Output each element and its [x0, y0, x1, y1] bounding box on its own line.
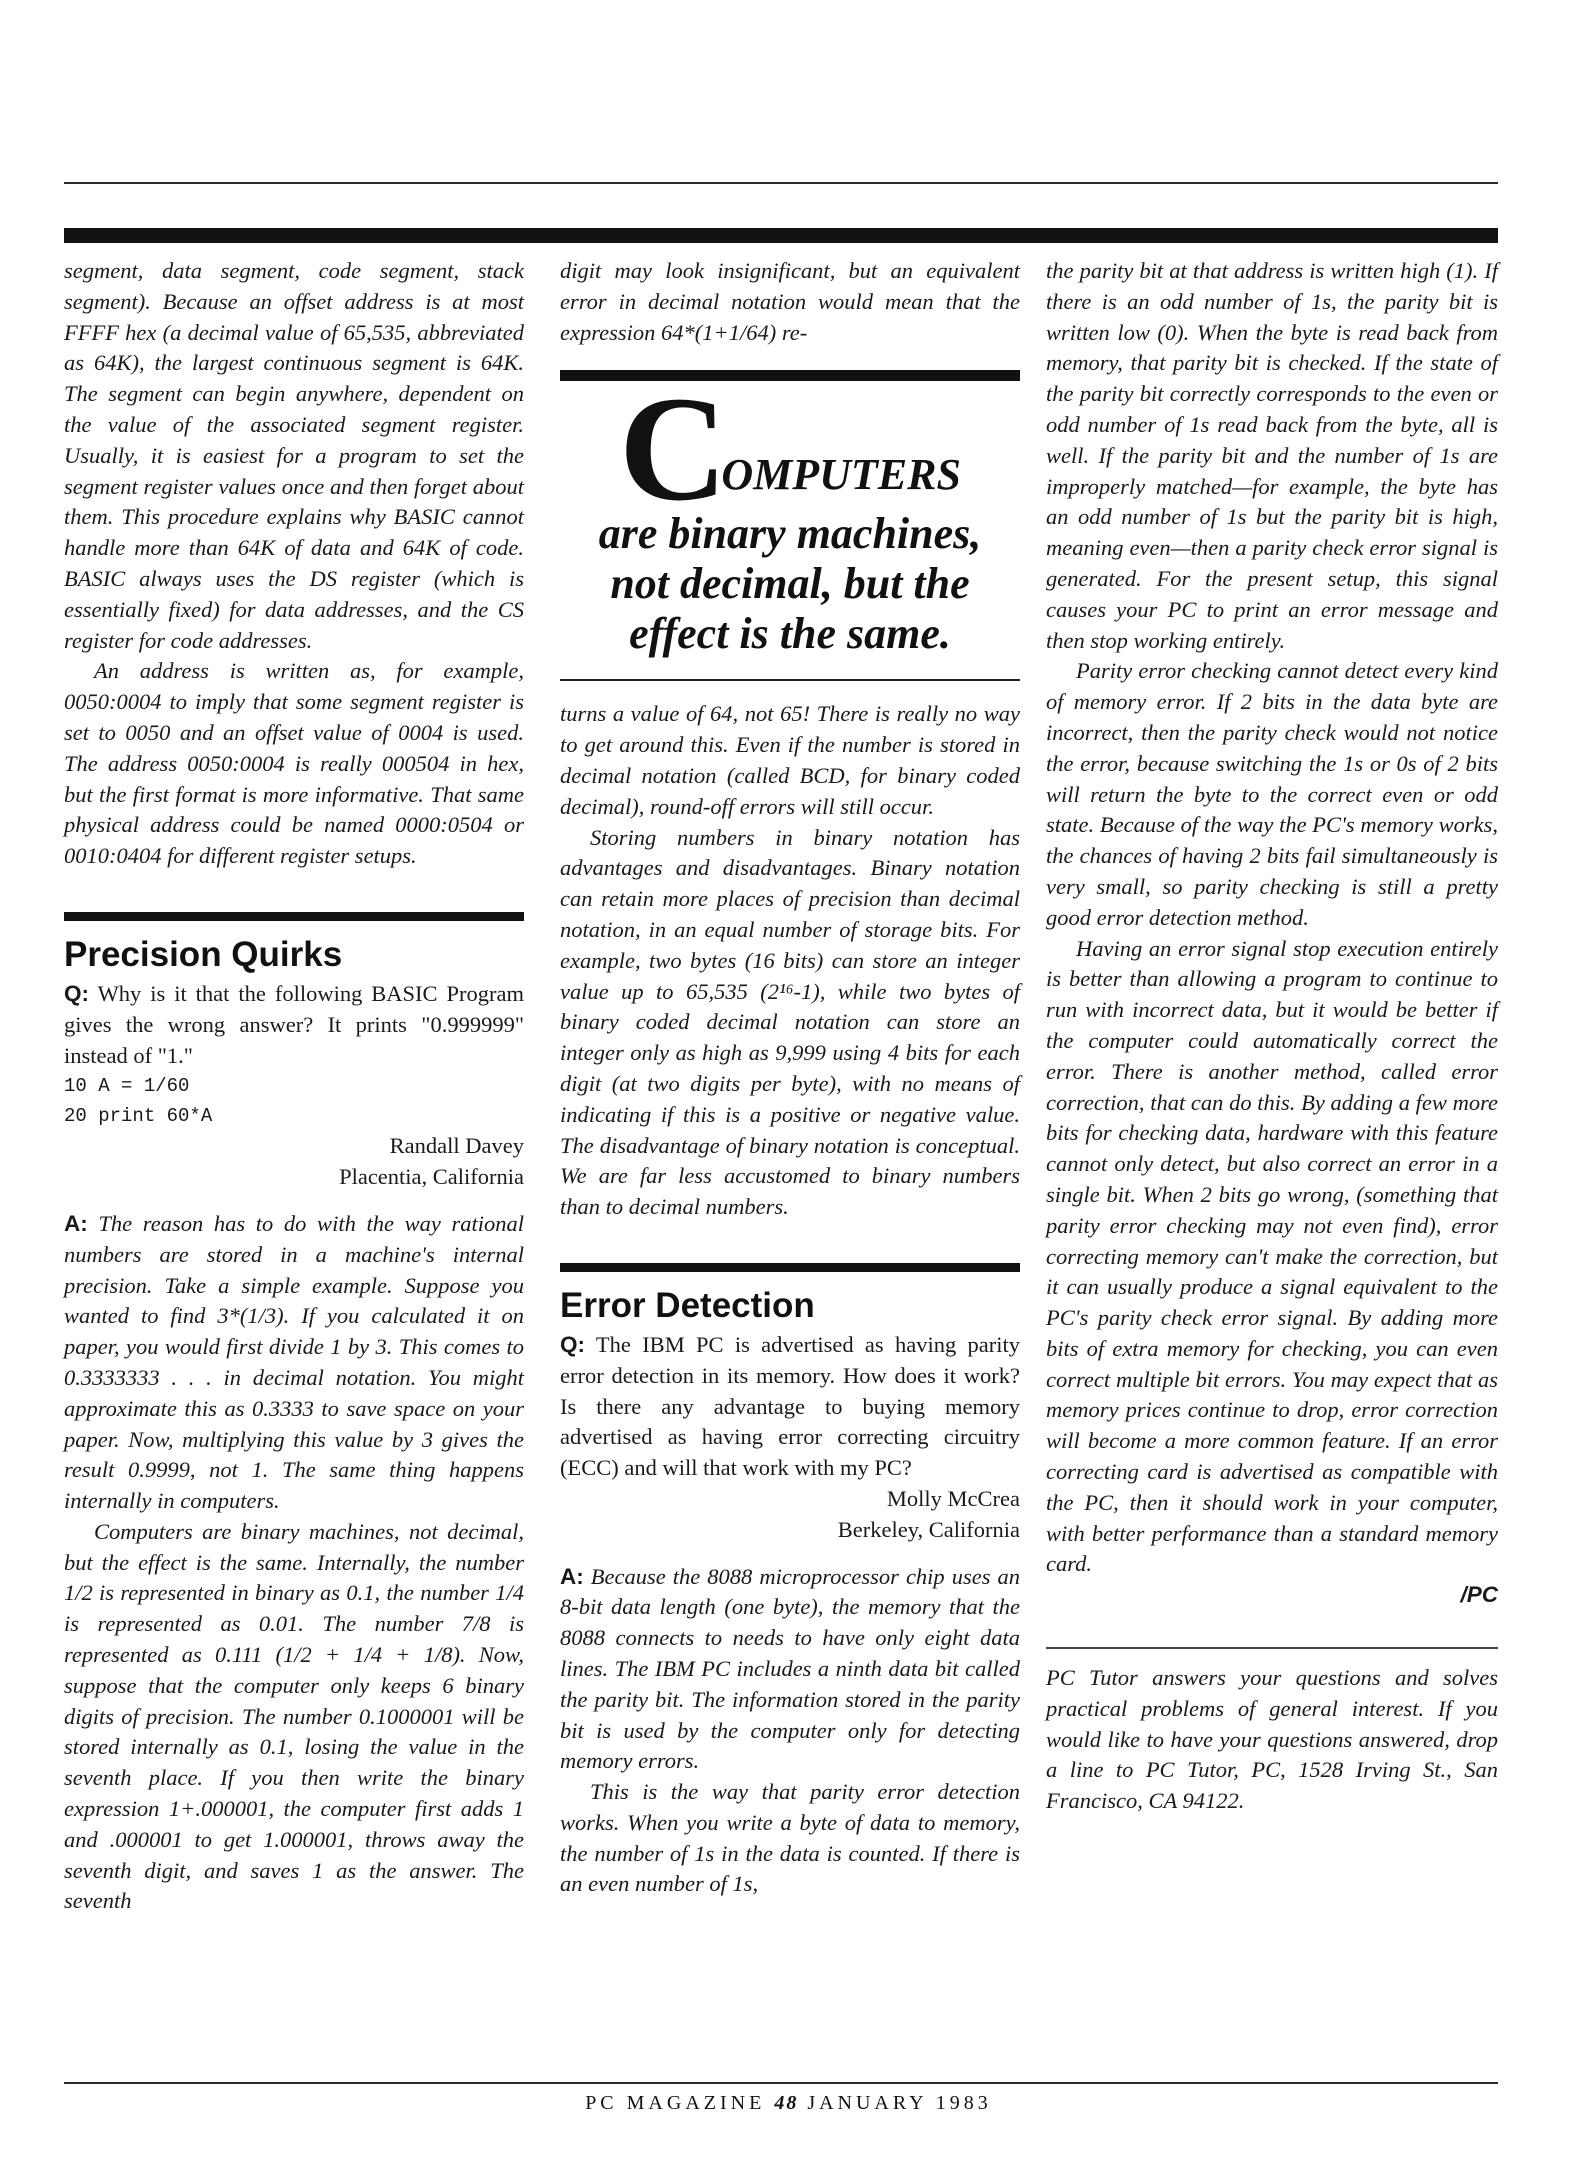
answer-text: Because the 8088 microprocessor chip uses an 8-bit data length (one byte), the memory that the 8088 connects to needs to have only eight data lines. The IBM PC includes a ninth data bit called the parity bit. The information stored in the parity bit is used by the computer only for detecting memory errors. [560, 1563, 1021, 1774]
code-listing: 10 A = 1/60 20 print 60*A [64, 1075, 213, 1128]
column-1 [64, 256, 524, 1917]
question [64, 979, 524, 1071]
question [560, 1330, 1020, 1484]
section-heading-precision-quirks: Precision Quirks [64, 934, 343, 974]
question-author: Randall Davey [389, 1133, 524, 1159]
section-bar [560, 1263, 1020, 1272]
header-bar [64, 228, 1498, 243]
paragraph: turns a value of 64, not 65! There is really no way to get around this. Even if the number is stored in decimal notation (called BCD, for binary coded decimal), round-off errors will still occur. [560, 701, 1020, 819]
section-bar [64, 912, 524, 921]
question-location: Placentia, California [339, 1164, 524, 1190]
paragraph: digit may look insignificant, but an equivalent error in decimal notation would mean that the expression 64*(1+1/64) re- [560, 258, 1020, 345]
question-text: Why is it that the following BASIC Program gives the wrong answer? It prints "0.999999" instead of "1." [64, 980, 524, 1068]
pull-quote-rule [560, 679, 1020, 681]
pull-quote-line: are binary machines, [598, 509, 982, 559]
pc-tutor-note: PC Tutor answers your questions and solves practical problems of general interest. If you would like to have your questions answered, drop a line to PC Tutor, PC, 1528 Irving St., San Francisco, CA 94122. [1046, 1665, 1498, 1814]
page-footer [0, 2092, 1577, 2115]
answer-label: A: [64, 1210, 88, 1236]
question-label: Q: [64, 980, 89, 1006]
pull-quote-line: effect is the same. [629, 609, 951, 659]
answer-text: The reason has to do with the way rational numbers are stored in a machine's internal precision. Take a simple example. Suppose you wanted to find 3*(1/3). If you calculated it on paper, you would first divide 1 by 3. This comes to 0.3333333 . . . in decimal notation. You might approximate this as 0.3333 to save space on your paper. Now, multiplying this value by 3 gives the result 0.9999, not 1. The same thing happens internally in computers. [64, 1210, 524, 1514]
divider [1046, 1647, 1498, 1649]
paragraph: segment, data segment, code segment, stack segment). Because an offset address is at most FFFF hex (a decimal value of 65,535, abbreviated as 64K), the largest continuous segment is 64K. The segment can begin anywhere, dependent on the value of the associated segment register. Usually, it is easiest for a program to set the segment register values once and then forget about them. This procedure explains why BASIC cannot handle more than 64K of data and 64K of code. BASIC always uses the DS register (which is essentially fixed) for data addresses, and the CS register for code addresses. [64, 258, 524, 653]
question-author: Molly McCrea [886, 1485, 1020, 1511]
paragraph: Parity error checking cannot detect every kind of memory error. If 2 bits in the data byte are incorrect, then the parity check would not notice the error, because switching the 1s or 0s of 2 bits will return the byte to the correct even or odd state. Because of the way the PC's memory works, the chances of having 2 bits fail simultaneously is very small, so parity checking is still a pretty good error detection method. [1046, 658, 1498, 930]
top-rule [64, 182, 1498, 184]
question-label: Q: [560, 1331, 585, 1357]
column-2 [560, 256, 1020, 1900]
footer-rule [64, 2082, 1498, 2084]
question-location: Berkeley, California [837, 1516, 1020, 1542]
section-heading-error-detection: Error Detection [560, 1285, 815, 1325]
drop-cap: C [619, 366, 722, 533]
answer [64, 1209, 524, 1517]
answer-label: A: [560, 1563, 584, 1589]
footer-date: JANUARY 1983 [807, 2092, 992, 2114]
paragraph: Computers are binary machines, not decimal, but the effect is the same. Internally, the number 1/2 is represented in binary as 0.1, the number 1/4 is represented as 0.01. The number 7/8 is represented as 0.111 (1/2 + 1/4 + 1/8). Now, suppose that the computer only keeps 6 binary digits of precision. The number 0.1000001 will be stored internally as 0.1, losing the value in the seventh place. If you then write the binary expression 1+.000001, the computer first adds 1 and .000001 to get 1.000001, throws away the seventh digit, and saves 1 as the answer. The seventh [64, 1518, 524, 1914]
pull-quote-word: OMPUTERS [721, 450, 961, 500]
paragraph: An address is written as, for example, 0050:0004 to imply that some segment register is set to 0050 and an offset value of 0004 is used. The address 0050:0004 is really 000504 in hex, but the first format is more informative. That same physical address could be named 0000:0504 or 0010:0404 for different register setups. [64, 658, 524, 869]
paragraph: Storing numbers in binary notation has advantages and disadvantages. Binary notation can retain more places of precision than decimal notation, in an equal number of storage bits. For example, two bytes (16 bits) can store an integer value up to 65,535 (2¹⁶-1), while two bytes of binary coded decimal notation can store an integer only as high as 9,999 using 4 bits for each digit (at two digits per byte), with no means of indicating if this is a positive or negative value. The disadvantage of binary notation is conceptual. We are far less accustomed to binary numbers than to decimal numbers. [560, 824, 1020, 1220]
footer-page-number: 48 [774, 2092, 799, 2114]
paragraph: the parity bit at that address is written high (1). If there is an odd number of 1s, the parity bit is written low (0). When the byte is read back from memory, that parity bit is checked. If the state of the parity bit correctly corresponds to the even or odd number of 1s read back from the byte, all is well. If the parity bit and the number of 1s are improperly matched—for example, the byte has an odd number of 1s but the parity bit is high, meaning even—then a parity check error signal is generated. For the present setup, this signal causes your PC to print an error message and then stop working entirely. [1046, 258, 1498, 653]
question-text: The IBM PC is advertised as having parity error detection in its memory. How does it work? Is there any advantage to buying memory advertised as having error correcting circuitry (ECC) and will that work with my PC? [560, 1331, 1020, 1481]
paragraph: Having an error signal stop execution entirely is better than allowing a program to continue to run with incorrect data, but it would be better if the computer could automatically correct the error. There is another method, called error correction, that can do this. By adding a few more bits for checking data, hardware with this feature cannot only detect, but also correct an error in a single bit. When 2 bits go wrong, (something that parity error checking may not even find), error correcting memory can't make the correction, but it can usually produce a signal equivalent to the PC's parity check error signal. By adding more bits of extra memory for checking, you can even correct multiple bit errors. You may expect that as memory prices continue to drop, error correction will become a more common feature. If an error correcting card is advertised as compatible with the PC, then it should work in your computer, with better performance than a standard memory card. [1046, 935, 1498, 1577]
column-3 [1046, 256, 1498, 1817]
pull-quote-line: not decimal, but the [610, 559, 970, 609]
footer-magazine: PC MAGAZINE [585, 2092, 766, 2114]
pull-quote [560, 366, 1020, 681]
paragraph: This is the way that parity error detection works. When you write a byte of data to memory, the number of 1s in the data is counted. If there is an even number of 1s, [560, 1779, 1020, 1897]
signoff: /PC [1460, 1582, 1498, 1608]
answer [560, 1562, 1020, 1778]
